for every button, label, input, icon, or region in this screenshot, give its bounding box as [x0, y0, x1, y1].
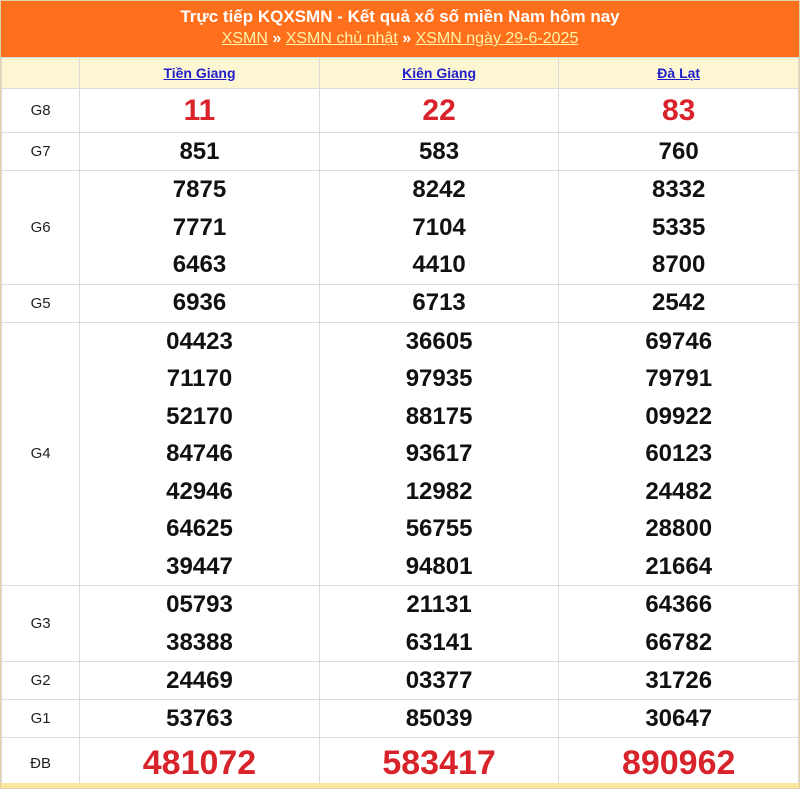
- result-cell-da-lat: [559, 700, 799, 738]
- province-link-kien-giang[interactable]: Kiên Giang: [402, 65, 477, 81]
- result-number: 8242: [412, 176, 466, 203]
- result-cell-da-lat: [559, 171, 799, 285]
- result-cell-da-lat: [559, 284, 799, 322]
- province-header-tien-giang: [80, 58, 320, 89]
- result-cell-da-lat: [559, 89, 799, 133]
- result-cell-kien-giang: [319, 586, 559, 662]
- prize-row-g1: [2, 700, 799, 738]
- result-cell-tien-giang: [80, 284, 320, 322]
- result-cell-da-lat: [559, 662, 799, 700]
- result-cell-kien-giang: [319, 700, 559, 738]
- prize-row-g6: [2, 171, 799, 285]
- result-number: 30647: [645, 704, 713, 732]
- prize-label: G4: [2, 322, 80, 586]
- result-number: 38388: [166, 628, 233, 656]
- result-number: 31726: [645, 666, 713, 694]
- result-number: 84746: [166, 440, 233, 467]
- prize-label: G8: [2, 89, 80, 133]
- result-cell-tien-giang: [80, 89, 320, 133]
- province-link-da-lat[interactable]: Đà Lạt: [657, 65, 701, 81]
- prize-row-g4: [2, 322, 799, 586]
- prize-row-g3: [2, 586, 799, 662]
- result-number: 52170: [166, 402, 233, 430]
- result-number: 2542: [651, 289, 706, 316]
- prize-label: G7: [2, 133, 80, 171]
- result-number: 583: [419, 137, 460, 165]
- province-header-da-lat: [559, 58, 799, 89]
- results-header: [1, 1, 799, 57]
- result-number: 5335: [651, 213, 706, 241]
- result-number: 94801: [405, 552, 473, 580]
- result-number: 8700: [651, 251, 706, 278]
- result-cell-tien-giang: [80, 586, 320, 662]
- result-cell-kien-giang: [319, 738, 559, 789]
- result-cell-tien-giang: [80, 700, 320, 738]
- result-cell-tien-giang: [80, 171, 320, 285]
- result-number: 4410: [412, 251, 466, 278]
- result-number: 69746: [645, 327, 713, 355]
- result-number: 36605: [405, 327, 473, 355]
- breadcrumb-link-xsmn-date[interactable]: XSMN ngày 29-6-2025: [415, 30, 579, 47]
- breadcrumb-link-xsmn[interactable]: XSMN: [221, 30, 268, 47]
- result-number: 64625: [166, 515, 233, 542]
- prize-label: ĐB: [2, 738, 80, 789]
- result-cell-da-lat: [559, 322, 799, 586]
- result-cell-kien-giang: [319, 322, 559, 586]
- result-number: 6713: [412, 289, 466, 316]
- result-number: 28800: [645, 515, 713, 542]
- result-number: 97935: [405, 365, 473, 392]
- result-number: 53763: [166, 704, 233, 732]
- result-number: 09922: [645, 402, 713, 430]
- result-number: 24482: [645, 477, 713, 505]
- result-number: 8332: [651, 176, 706, 203]
- result-number: 56755: [405, 515, 473, 542]
- result-cell-da-lat: [559, 738, 799, 789]
- result-number: 42946: [166, 477, 233, 505]
- result-number: 7771: [172, 213, 227, 241]
- result-cell-tien-giang: [80, 662, 320, 700]
- result-number: 05793: [166, 591, 233, 618]
- result-number: 22: [422, 93, 456, 127]
- result-number: 39447: [166, 552, 233, 580]
- corner-cell: [2, 58, 80, 89]
- result-number: 7875: [172, 176, 227, 203]
- result-cell-da-lat: [559, 586, 799, 662]
- result-number: 03377: [405, 666, 473, 694]
- result-number: 583417: [382, 744, 496, 782]
- result-number: 66782: [645, 628, 713, 656]
- prize-label: G6: [2, 171, 80, 285]
- result-cell-tien-giang: [80, 133, 320, 171]
- prize-label: G1: [2, 700, 80, 738]
- result-number: 760: [658, 137, 699, 165]
- breadcrumb-link-xsmn-sunday[interactable]: XSMN chủ nhật: [285, 30, 398, 47]
- result-cell-kien-giang: [319, 133, 559, 171]
- result-number: 83: [662, 93, 696, 127]
- province-header-kien-giang: [319, 58, 559, 89]
- result-number: 85039: [405, 704, 473, 732]
- result-cell-kien-giang: [319, 89, 559, 133]
- prize-row-db: [2, 738, 799, 789]
- result-cell-da-lat: [559, 133, 799, 171]
- prize-label: G5: [2, 284, 80, 322]
- result-number: 71170: [166, 365, 233, 392]
- result-cell-tien-giang: [80, 322, 320, 586]
- page-title: Trực tiếp KQXSMN - Kết quả xổ số miền Nam hôm nay: [180, 7, 620, 26]
- province-header-row: [2, 58, 799, 89]
- prize-row-g5: [2, 284, 799, 322]
- result-number: 851: [179, 137, 220, 165]
- prize-row-g7: [2, 133, 799, 171]
- result-number: 12982: [405, 477, 473, 505]
- results-table: [1, 57, 799, 789]
- prize-label: G3: [2, 586, 80, 662]
- result-cell-kien-giang: [319, 284, 559, 322]
- result-number: 60123: [645, 440, 713, 467]
- province-link-tien-giang[interactable]: Tiền Giang: [163, 65, 236, 81]
- breadcrumb: [1, 28, 799, 50]
- prize-rows: [2, 89, 799, 789]
- result-number: 64366: [645, 591, 713, 618]
- result-number: 21664: [645, 552, 713, 580]
- prize-row-g2: [2, 662, 799, 700]
- result-cell-kien-giang: [319, 662, 559, 700]
- result-number: 93617: [405, 440, 473, 467]
- result-cell-tien-giang: [80, 738, 320, 789]
- result-number: 481072: [142, 744, 257, 782]
- breadcrumb-separator: »: [272, 30, 282, 47]
- prize-row-g8: [2, 89, 799, 133]
- prize-label: G2: [2, 662, 80, 700]
- result-number: 21131: [406, 591, 472, 618]
- result-number: 63141: [405, 628, 473, 656]
- result-number: 79791: [645, 365, 713, 392]
- bottom-strip: [1, 783, 799, 788]
- breadcrumb-separator: »: [402, 30, 412, 47]
- result-number: 7104: [412, 213, 466, 241]
- result-number: 04423: [166, 327, 233, 355]
- result-number: 11: [183, 93, 216, 127]
- result-number: 6936: [172, 289, 227, 316]
- result-number: 24469: [166, 666, 233, 694]
- result-cell-kien-giang: [319, 171, 559, 285]
- result-number: 88175: [405, 402, 473, 430]
- result-number: 6463: [172, 251, 227, 278]
- result-number: 890962: [621, 744, 736, 782]
